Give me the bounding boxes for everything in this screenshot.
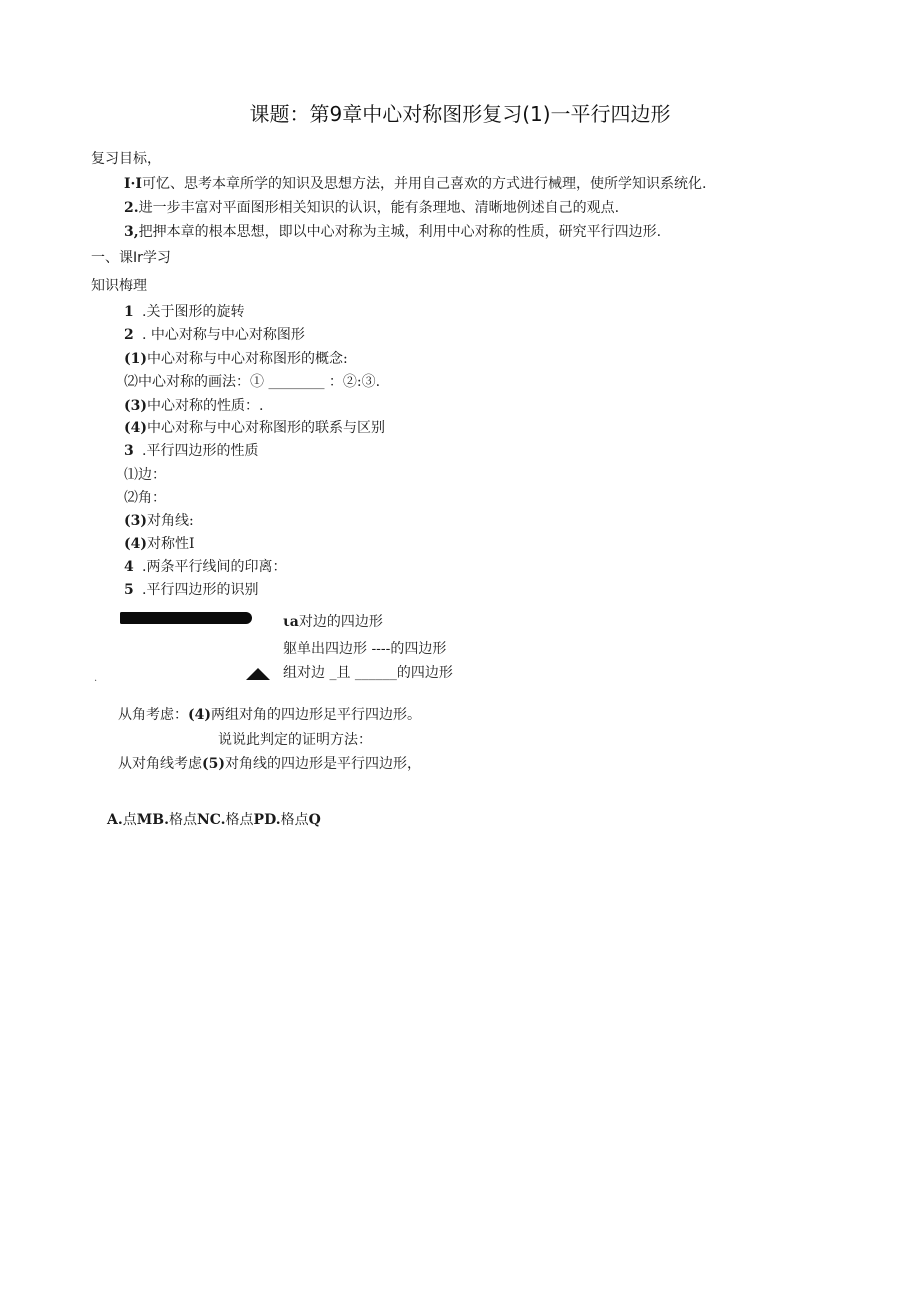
- goal-3-text: 把押本章的根本思想，即以中心对称为主城，利用中心对称的性质，研究平行四边形.: [138, 224, 662, 240]
- item-2-2-text: 中心对称的画法：① ________ ：②:③.: [138, 374, 381, 390]
- angle-criterion-text: 两组对角的四边形足平行四边形。: [211, 707, 421, 723]
- goal-3-number: 3,: [124, 224, 139, 240]
- item-2-3-text: 中心对称的性质：.: [147, 398, 264, 414]
- item-3-1-number: ⑴: [124, 467, 138, 483]
- item-3-3-number: (3): [124, 513, 147, 529]
- item-3-2-text: 角：: [138, 490, 166, 506]
- item-2-2-number: ⑵: [124, 374, 138, 390]
- item-1: [124, 305, 244, 319]
- item-3-1: [124, 468, 166, 482]
- item-3-3-text: 对角线:: [147, 513, 194, 529]
- goal-1-number: I·I: [124, 176, 142, 192]
- item-2: [124, 328, 305, 342]
- item-2-1: [124, 352, 348, 366]
- dot-mark: .: [94, 673, 98, 684]
- item-3-1-text: 边：: [138, 467, 166, 483]
- knowledge-heading: 知识梅理: [91, 278, 147, 294]
- item-3-4-number: (4): [124, 536, 147, 552]
- identify-line-1-text: 对边的四边形: [298, 614, 383, 630]
- triangle-mark-icon: [246, 668, 270, 683]
- item-3-2-number: ⑵: [124, 490, 138, 506]
- option-d-text: 格点: [280, 812, 309, 828]
- item-3-number: 3: [124, 443, 134, 459]
- option-a-text: 点: [122, 812, 137, 828]
- item-5-text: .平行四边形的识别: [142, 582, 259, 598]
- item-5-number: 5: [124, 582, 134, 598]
- diagonal-criterion-prefix: 从对角线考虑: [118, 756, 202, 772]
- item-3-text: .平行四边形的性质: [142, 443, 259, 459]
- option-c-text: 格点: [225, 812, 254, 828]
- identify-line-1-bold: ιa: [283, 614, 299, 630]
- goal-1-text: 可忆、思考本章所学的知识及思想方法，并用自己喜欢的方式进行械理，使所学知识系统化.: [141, 176, 707, 192]
- identify-line-2: 躯单出四边形 ----的四边形: [283, 641, 447, 657]
- item-2-4-number: (4): [124, 420, 147, 436]
- goal-1: [124, 177, 706, 191]
- item-2-1-text: 中心对称与中心对称图形的概念:: [147, 351, 348, 367]
- diagonal-criterion: [118, 757, 421, 771]
- goal-2: [124, 201, 619, 215]
- section-1-heading: 一、课Ir学习: [91, 250, 171, 266]
- item-2-4: [124, 421, 385, 435]
- brace-bar: [120, 612, 252, 624]
- item-2-2: [124, 375, 380, 389]
- item-2-3-number: (3): [124, 398, 147, 414]
- option-b-text: 格点: [168, 812, 197, 828]
- item-2-text: . 中心对称与中心对称图形: [142, 327, 305, 343]
- angle-criterion-prefix: 从角考虑：: [118, 707, 188, 723]
- goal-3: [124, 225, 661, 239]
- option-end: Q: [308, 812, 321, 828]
- diagonal-criterion-text: 对角线的四边形是平行四边形，: [225, 756, 421, 772]
- item-5: [124, 583, 258, 597]
- item-1-number: 1: [124, 304, 134, 320]
- item-4-number: 4: [124, 559, 134, 575]
- diagonal-criterion-number: (5): [202, 756, 225, 772]
- option-d-label: PD.: [253, 812, 281, 828]
- angle-criterion-number: (4): [188, 707, 211, 723]
- item-2-3: [124, 399, 263, 413]
- item-3-4: [124, 537, 195, 551]
- item-2-1-number: (1): [124, 351, 147, 367]
- goal-2-number: 2.: [124, 200, 139, 216]
- item-3: [124, 444, 258, 458]
- item-2-4-text: 中心对称与中心对称图形的联系与区别: [147, 420, 385, 436]
- option-c-label: NC.: [196, 812, 226, 828]
- option-b-label: MB.: [136, 812, 169, 828]
- option-a-label: A.: [107, 812, 123, 828]
- item-3-2: [124, 491, 166, 505]
- item-2-number: 2: [124, 327, 134, 343]
- page-title: 课题：第9章中心对称图形复习(1)一平行四边形: [249, 102, 671, 126]
- item-4-text: .两条平行线间的印离：: [142, 559, 287, 575]
- answer-options: [107, 813, 321, 827]
- item-1-text: .关于图形的旋转: [142, 304, 245, 320]
- identify-line-3: 组对边 _且 ______的四边形: [283, 665, 453, 681]
- item-3-4-text: 对称性I: [147, 536, 195, 552]
- angle-criterion: [118, 708, 421, 722]
- identify-line-1: [283, 615, 383, 629]
- goal-2-text: 进一步丰富对平面图形相关知识的认识，能有条理地、清晰地例述自己的观点.: [138, 200, 620, 216]
- review-goals-heading: 复习目标，: [91, 151, 161, 167]
- item-3-3: [124, 514, 194, 528]
- item-4: [124, 560, 286, 574]
- proof-note: 说说此判定的证明方法：: [218, 732, 372, 748]
